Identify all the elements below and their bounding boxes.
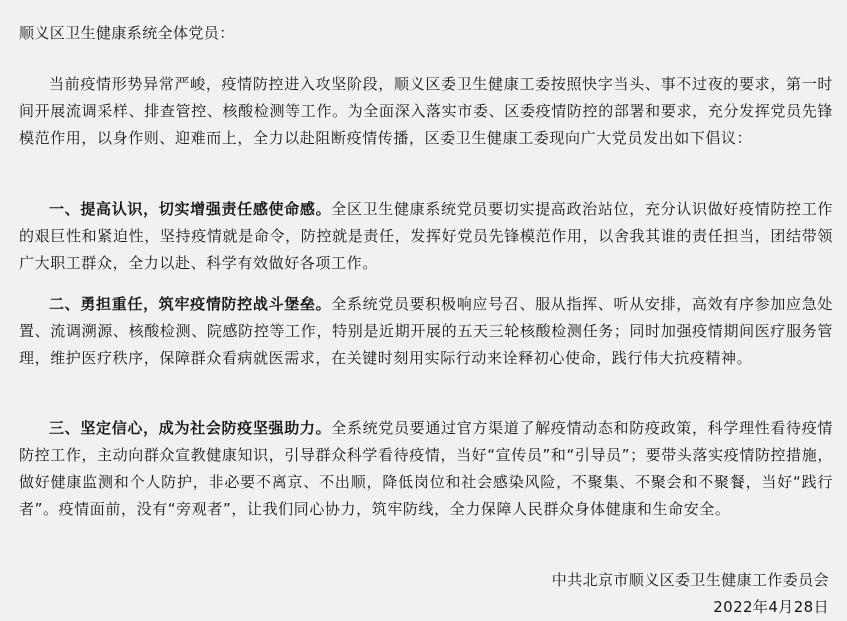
section-2-paragraph xyxy=(19,291,833,372)
salutation: 顺义区卫生健康系统全体党员： xyxy=(19,24,235,42)
signature-organization: 中共北京市顺义区委卫生健康工作委员会 xyxy=(551,571,829,589)
signature-date: 2022年4月28日 xyxy=(713,598,829,616)
section-1-paragraph xyxy=(19,196,833,277)
signature-block xyxy=(552,567,829,621)
section-2-heading: 二、勇担重任，筑牢疫情防控战斗堡垒。 xyxy=(49,295,332,313)
section-1-body: 全区卫生健康系统党员要切实提高政治站位，充分认识做好疫情防控工作的艰巨性和紧迫性，坚持疫情就是命令，防控就是责任，发挥好党员先锋模范作用，以舍我其谁的责任担当，团结带领广大职工群众，全力以赴、科学有效做好各项工作。 xyxy=(19,200,833,272)
intro-paragraph: 当前疫情形势异常严峻，疫情防控进入攻坚阶段，顺义区委卫生健康工委按照快字当头、事不过夜的要求，第一时间开展流调采样、排查管控、核酸检测等工作。为全面深入落实市委、区委疫情防控的部署和要求，充分发挥党员先锋模范作用，以身作则、迎难而上，全力以赴阻断疫情传播，区委卫生健康工委现向广大党员发出如下倡议： xyxy=(19,75,833,147)
section-3-heading: 三、坚定信心，成为社会防疫坚强助力。 xyxy=(49,419,332,437)
section-3-paragraph xyxy=(19,415,833,523)
section-1-heading: 一、提高认识，切实增强责任感使命感。 xyxy=(49,200,332,218)
section-2-body: 全系统党员要积极响应号召、服从指挥、听从安排，高效有序参加应急处置、流调溯源、核酸检测、院感防控等工作，特别是近期开展的五天三轮核酸检测任务；同时加强疫情期间医疗服务管理，维护医疗秩序，保障群众看病就医需求，在关键时刻用实际行动来诠释初心使命，践行伟大抗疫精神。 xyxy=(19,295,833,367)
section-3-body: 全系统党员要通过官方渠道了解疫情动态和防疫政策，科学理性看待疫情防控工作，主动向群众宣教健康知识，引导群众科学看待疫情，当好“宣传员”和“引导员”；要带头落实疫情防控措施，做好健康监测和个人防护，非必要不离京、不出顺，降低岗位和社会感染风险，不聚集、不聚会和不聚餐，当好“践行者”。疫情面前，没有“旁观者”，让我们同心协力，筑牢防线，全力保障人民群众身体健康和生命安全。 xyxy=(19,419,833,518)
